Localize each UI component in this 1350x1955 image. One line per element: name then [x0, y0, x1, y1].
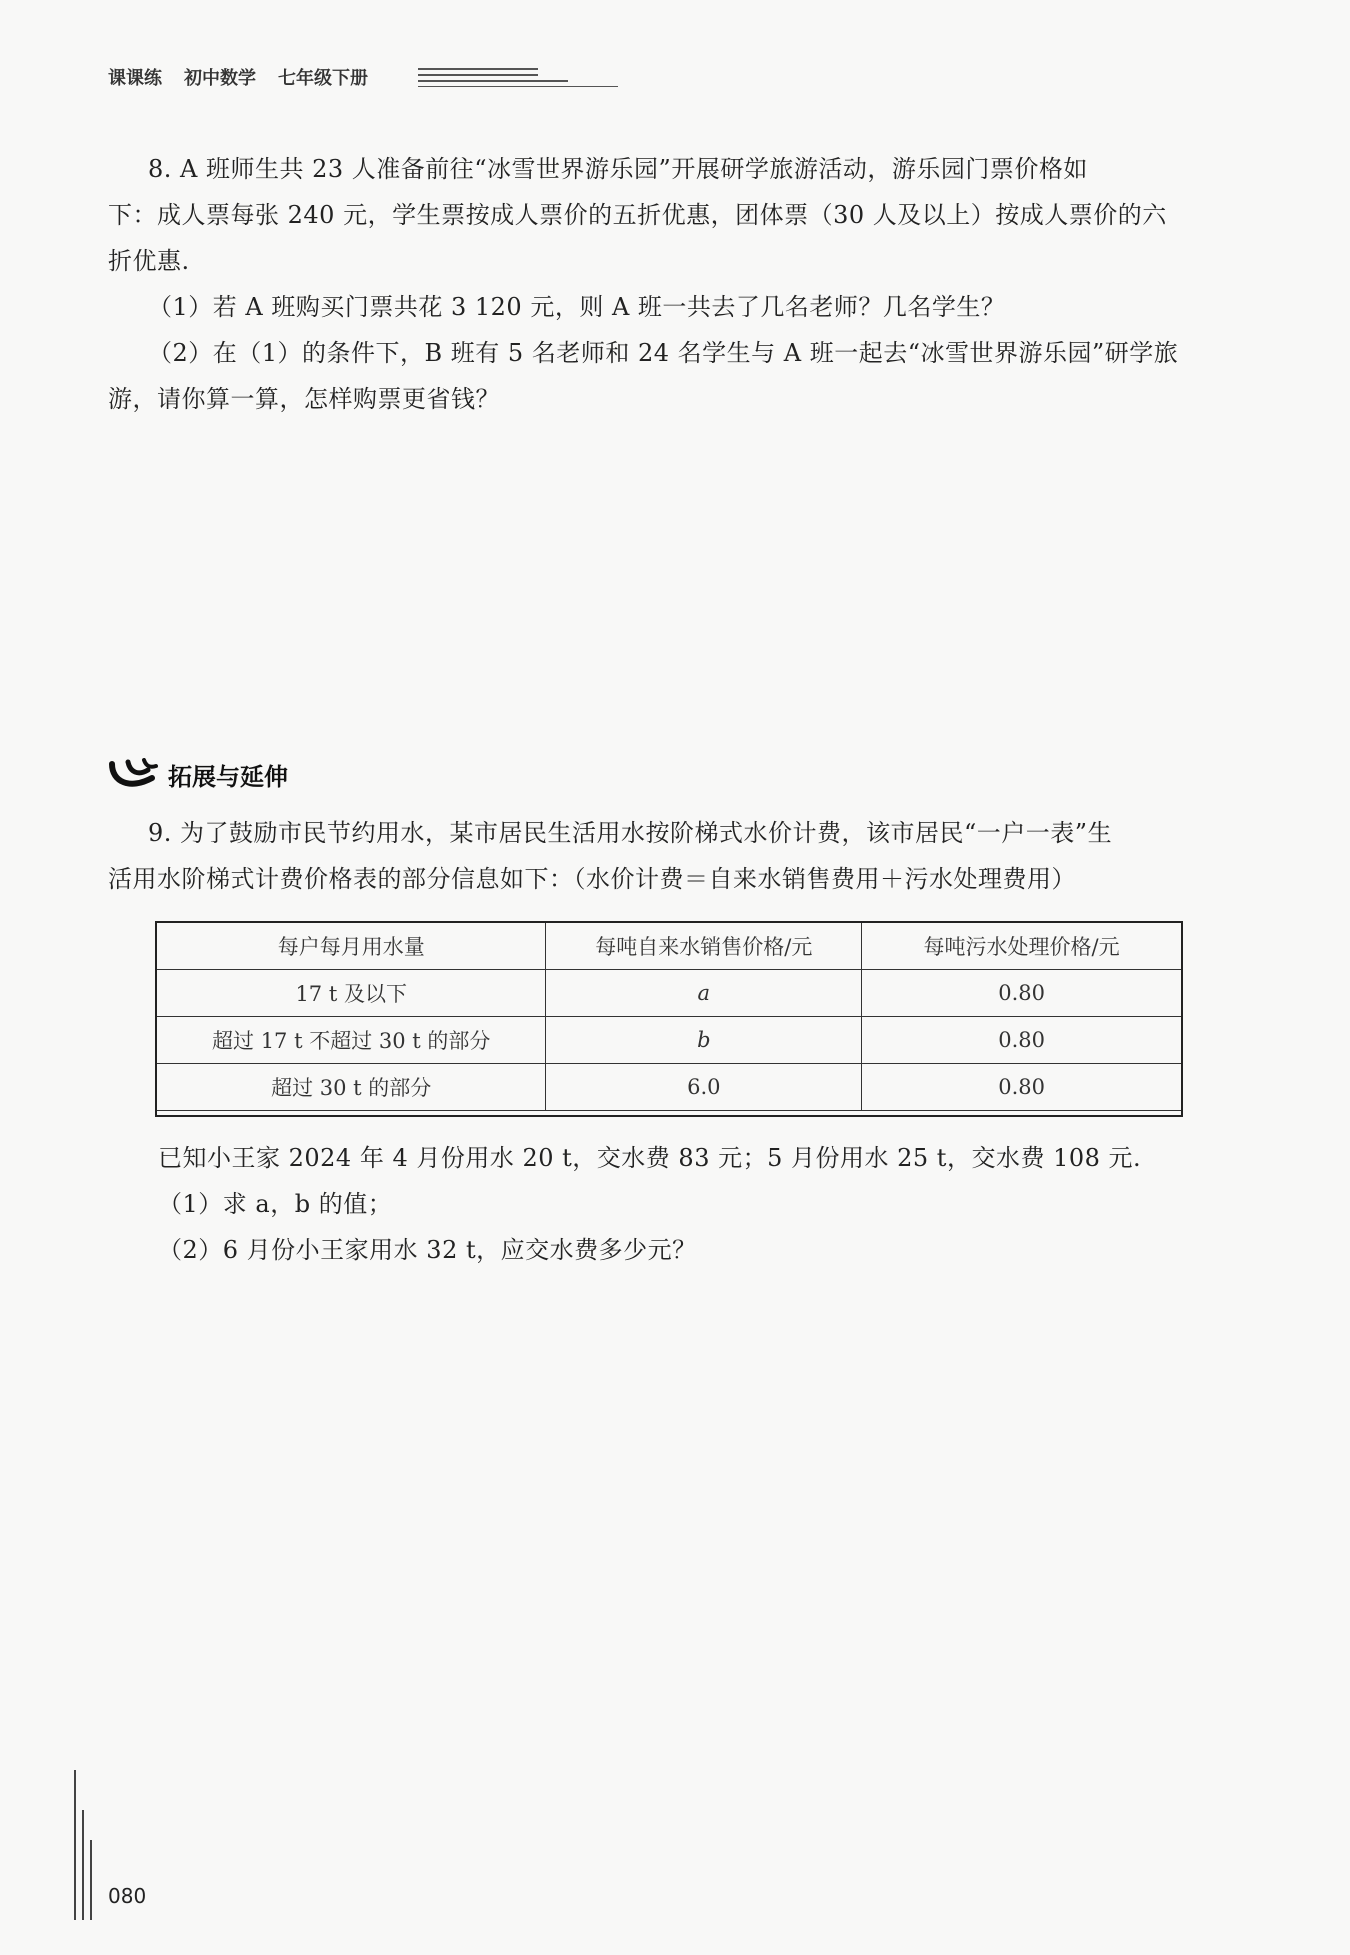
table-cell: a	[546, 970, 862, 1017]
table-cell: 0.80	[862, 1064, 1182, 1111]
table-header-cell: 每户每月用水量	[157, 923, 546, 970]
q8-part2-line2: 游，请你算一算，怎样购票更省钱？	[108, 385, 500, 413]
table-cell: 0.80	[862, 970, 1182, 1017]
q8-stem-line2: 下：成人票每张 240 元，学生票按成人票价的五折优惠，团体票（30 人及以上）按成人票价的六	[108, 201, 1167, 229]
header-decorative-rules	[418, 64, 618, 88]
table-cell: 0.80	[862, 1017, 1182, 1064]
q8-part1: （1）若 A 班购买门票共花 3 120 元，则 A 班一共去了几名老师？几名学生？	[148, 293, 1006, 321]
section-swoosh-icon	[108, 758, 160, 792]
q8-part2-line1: （2）在（1）的条件下，B 班有 5 名老师和 24 名学生与 A 班一起去“冰雪世界游乐园”研学旅	[148, 339, 1179, 367]
q8-stem-line3: 折优惠.	[108, 247, 190, 275]
table-row	[157, 970, 1182, 1017]
table-cell: 超过 30 t 的部分	[157, 1064, 546, 1111]
page-number: 080	[108, 1884, 147, 1908]
q9-stem-line1: 9. 为了鼓励市民节约用水，某市居民生活用水按阶梯式水价计费，该市居民“一户一表”生	[148, 819, 1113, 847]
section-heading	[108, 757, 288, 792]
q9-stem-line2: 活用水阶梯式计费价格表的部分信息如下：（水价计费＝自来水销售费用＋污水处理费用）	[108, 865, 1076, 893]
table-cell: b	[546, 1017, 862, 1064]
table-header-cell: 每吨自来水销售价格/元	[546, 923, 862, 970]
table-header-row	[157, 923, 1182, 970]
series-name: 课课练	[108, 68, 162, 89]
table-cell: 17 t 及以下	[157, 970, 546, 1017]
water-price-table	[156, 922, 1182, 1111]
q9-known: 已知小王家 2024 年 4 月份用水 20 t，交水费 83 元；5 月份用水 25 t，交水费 108 元.	[158, 1144, 1142, 1172]
table-row	[157, 1064, 1182, 1111]
subject-name: 初中数学	[184, 68, 256, 89]
table-row	[157, 1017, 1182, 1064]
q9-part2: （2）6 月份小王家用水 32 t，应交水费多少元？	[158, 1236, 697, 1264]
table-header-cell: 每吨污水处理价格/元	[862, 923, 1182, 970]
running-header	[108, 64, 390, 90]
table-cell: 6.0	[546, 1064, 862, 1111]
q9-part1: （1）求 a，b 的值；	[158, 1190, 393, 1218]
q8-stem-line1: 8. A 班师生共 23 人准备前往“冰雪世界游乐园”开展研学旅游活动，游乐园门票价格如	[148, 155, 1088, 183]
margin-decorative-bars	[74, 1770, 94, 1920]
grade-name: 七年级下册	[278, 68, 368, 89]
table-cell: 超过 17 t 不超过 30 t 的部分	[157, 1017, 546, 1064]
section-title: 拓展与延伸	[168, 763, 288, 791]
